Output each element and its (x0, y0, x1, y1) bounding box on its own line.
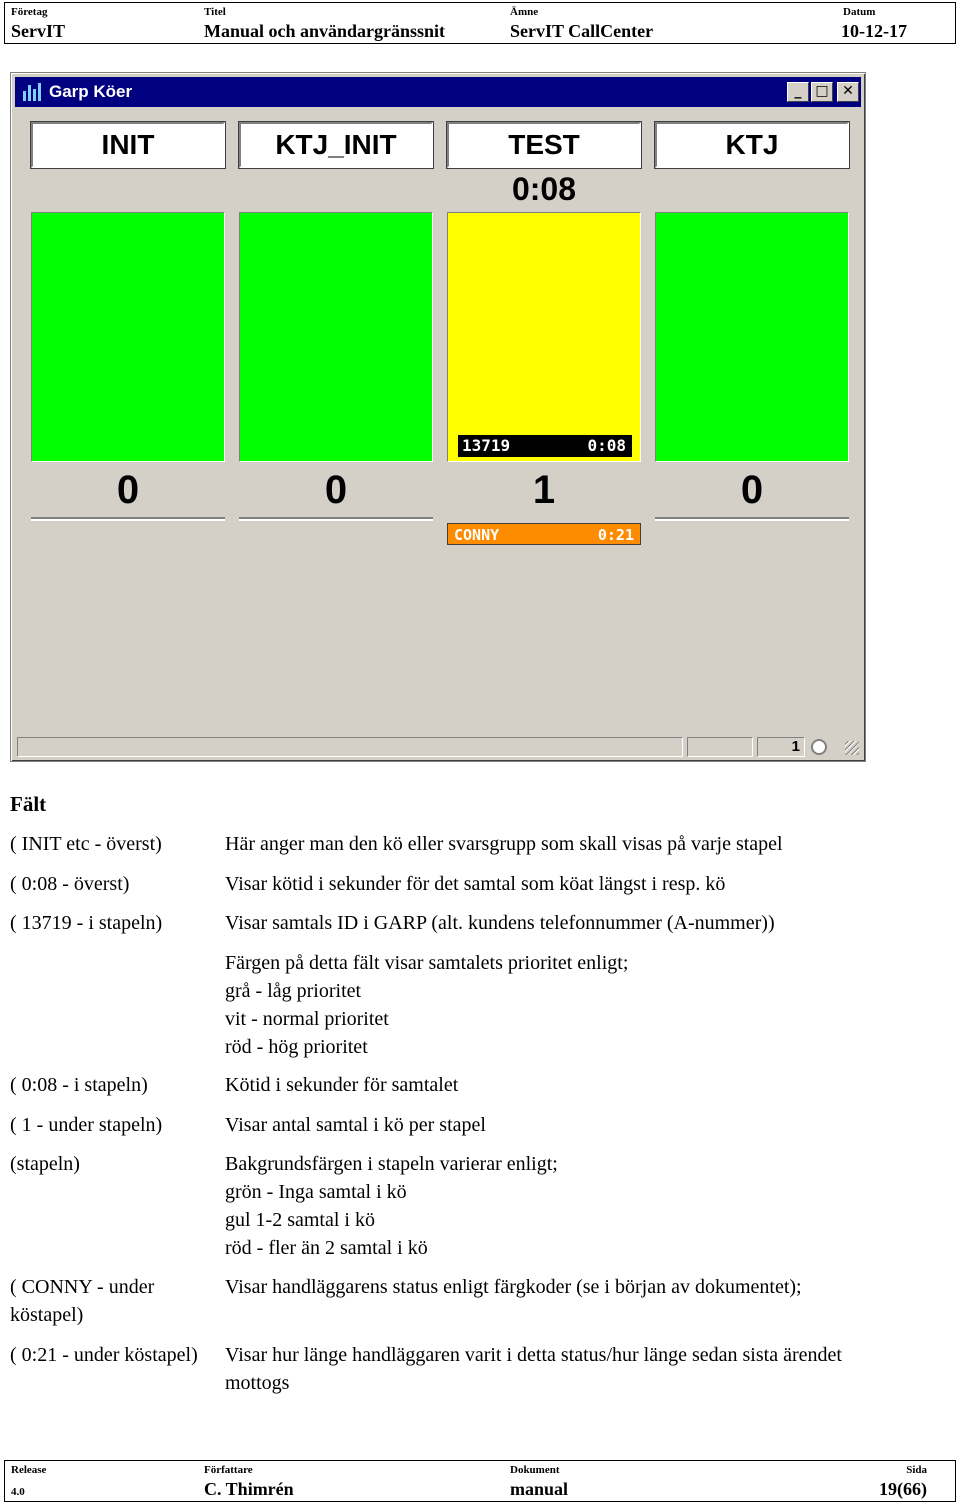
description-line: gul 1-2 samtal i kö (225, 1209, 375, 1231)
field-label: ( 1 - under stapeln) (10, 1114, 163, 1136)
field-description (225, 1071, 955, 1099)
field-description (225, 949, 955, 1061)
field-label: ( INIT etc - överst) (10, 833, 162, 855)
description-line: mottogs (225, 1372, 290, 1394)
queue-separator (31, 517, 225, 521)
footer-author-label: Författare (204, 1464, 253, 1476)
window-title: Garp Köer (49, 82, 133, 101)
page-footer (4, 1460, 956, 1502)
footer-document-label: Dokument (510, 1464, 560, 1476)
footer-release (11, 1461, 191, 1501)
description-line: röd - hög prioritet (225, 1036, 368, 1058)
header-title-value: Manual och användargränssnit (204, 21, 446, 41)
description-line: vit - normal prioritet (225, 1008, 389, 1030)
header-title (204, 3, 504, 43)
queue-bar-ktj (655, 212, 849, 462)
field-description (225, 1150, 955, 1262)
footer-author (204, 1461, 504, 1501)
description-line: Visar handläggarens status enligt färgkoder (se i början av dokumentet); (225, 1276, 802, 1298)
footer-release-value: 4.0 (11, 1486, 25, 1498)
header-subject (510, 3, 810, 43)
description-line: grå - låg prioritet (225, 980, 362, 1002)
footer-document (510, 1461, 810, 1501)
header-date-value: 10-12-17 (841, 21, 907, 41)
header-company-value: ServIT (11, 21, 65, 41)
footer-document-value: manual (510, 1479, 569, 1499)
description-line: Visar kötid i sekunder för det samtal som köat längst i resp. kö (225, 873, 726, 895)
field-label: ( CONNY - under köstapel) (10, 1276, 155, 1326)
header-subject-label: Ämne (510, 6, 539, 18)
window-titlebar[interactable] (15, 77, 861, 107)
queue-separator (239, 517, 433, 521)
queue-header-ktj-init: KTJ_INIT (239, 122, 433, 168)
header-company-label: Företag (11, 6, 48, 18)
header-date (841, 3, 941, 43)
field-description (225, 909, 955, 937)
field-description (225, 1341, 955, 1397)
call-time: 0:08 (587, 436, 626, 455)
field-label: ( 13719 - i stapeln) (10, 912, 163, 934)
description-line: Visar hur länge handläggaren varit i detta status/hur länge sedan sista ärendet (225, 1344, 842, 1366)
resize-grip-icon[interactable] (845, 741, 859, 755)
close-button[interactable]: ✕ (837, 82, 859, 102)
status-pane-2 (687, 737, 753, 757)
footer-author-value: C. Thimrén (204, 1479, 294, 1499)
description-line: Bakgrundsfärgen i stapeln varierar enligt; (225, 1153, 558, 1175)
queue-separator (655, 517, 849, 521)
field-description (225, 1273, 955, 1301)
field-description (225, 870, 955, 898)
footer-page-value: 19(66) (879, 1479, 927, 1499)
agent-time: 0:21 (597, 526, 634, 544)
agent-name: CONNY (454, 526, 500, 544)
queue-count-ktj-init: 0 (324, 468, 348, 512)
status-bar (15, 737, 861, 757)
field-label: ( 0:08 - i stapeln) (10, 1074, 148, 1096)
field-label: ( 0:08 - överst) (10, 873, 130, 895)
description-line: Kötid i sekunder för samtalet (225, 1074, 459, 1096)
call-id: 13719 (462, 436, 511, 455)
description-line: grön - Inga samtal i kö (225, 1181, 407, 1203)
footer-release-label: Release (11, 1464, 47, 1476)
description-line: Här anger man den kö eller svarsgrupp som skall visas på varje stapel (225, 833, 783, 855)
call-tag[interactable] (458, 435, 632, 457)
queue-bar-init (31, 212, 225, 462)
queue-bar-ktj-init (239, 212, 433, 462)
field-description (225, 1111, 955, 1139)
description-line: Visar samtals ID i GARP (alt. kundens telefonnummer (A-nummer)) (225, 912, 775, 934)
description-line: Färgen på detta fält visar samtalets prioritet enligt; (225, 952, 629, 974)
fields-heading: Fält (10, 792, 47, 816)
queue-header-test: TEST (447, 122, 641, 168)
minimize-button[interactable]: _ (787, 82, 809, 102)
garp-queues-window (10, 72, 866, 762)
status-pane-main (17, 737, 683, 757)
description-line: röd - fler än 2 samtal i kö (225, 1237, 428, 1259)
header-subject-value: ServIT CallCenter (510, 21, 654, 41)
status-indicator-icon[interactable] (811, 739, 827, 755)
field-label: ( 0:21 - under köstapel) (10, 1344, 198, 1366)
queue-count-ktj: 0 (740, 468, 764, 512)
field-label: (stapeln) (10, 1153, 80, 1175)
header-title-label: Titel (204, 6, 226, 18)
maximize-button[interactable]: □ (811, 82, 833, 102)
queue-count-test: 1 (532, 468, 556, 512)
queues-panel (15, 107, 861, 731)
page-header (4, 2, 956, 44)
header-company (11, 3, 191, 43)
status-count: 1 (757, 737, 805, 757)
queue-header-ktj: KTJ (655, 122, 849, 168)
agent-status-tag[interactable] (447, 523, 641, 545)
footer-page (835, 1461, 927, 1501)
queue-count-init: 0 (116, 468, 140, 512)
queue-bar-test (447, 212, 641, 462)
footer-page-label: Sida (906, 1464, 927, 1476)
queue-timer-test: 0:08 (511, 171, 577, 207)
header-date-label: Datum (843, 6, 876, 18)
queue-header-init: INIT (31, 122, 225, 168)
description-line: Visar antal samtal i kö per stapel (225, 1114, 486, 1136)
field-description (225, 830, 955, 858)
app-icon (23, 83, 41, 101)
